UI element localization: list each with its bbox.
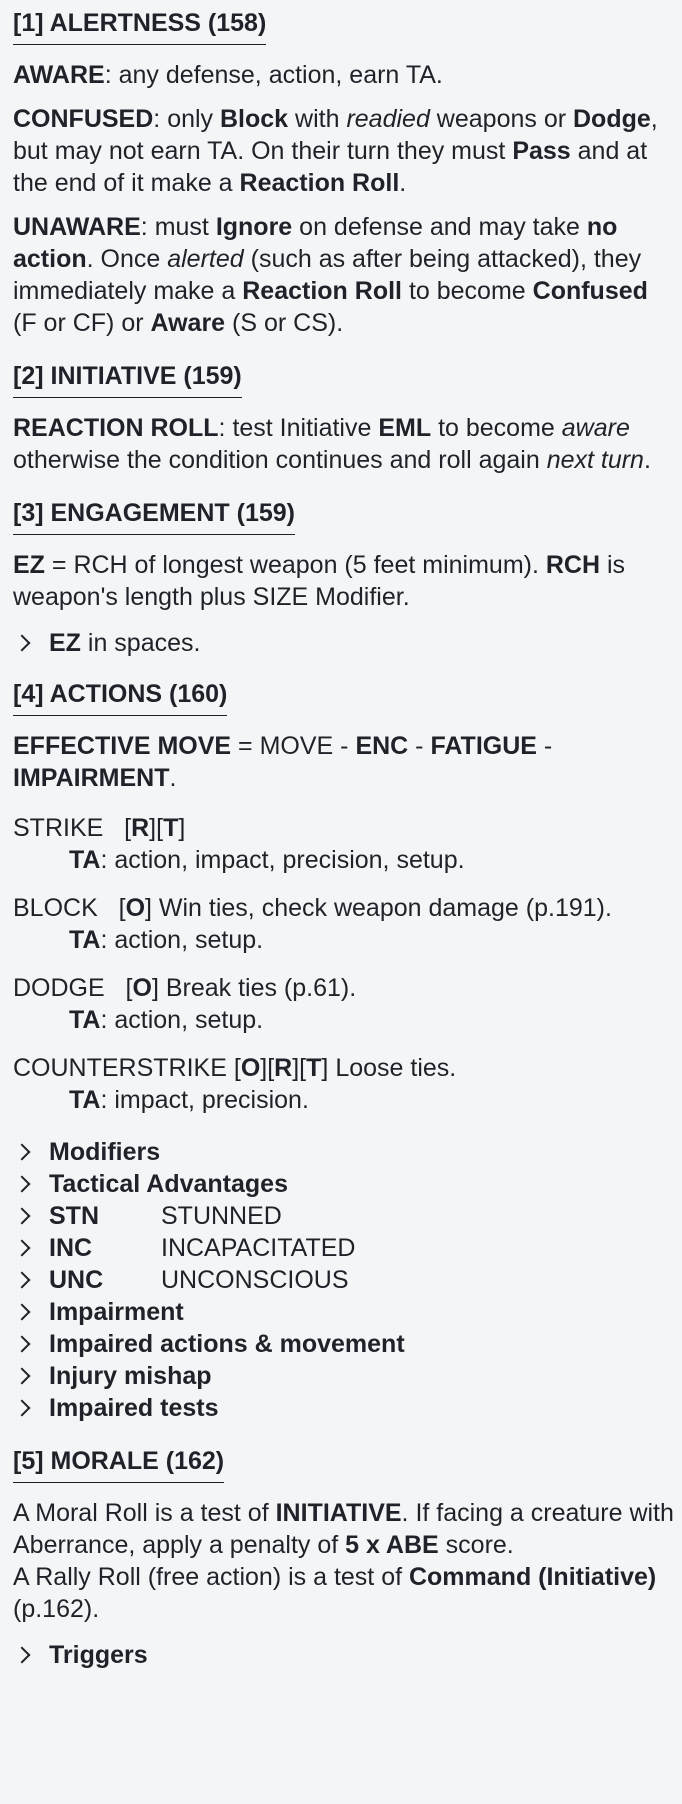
text: otherwise the condition continues and roll again: [13, 446, 547, 474]
initiative-heading: [2] INITIATIVE (159): [13, 353, 242, 398]
action-strike-ta: [13, 844, 678, 876]
engagement-heading: [3] ENGAGEMENT (159): [13, 490, 295, 535]
text: [: [97, 894, 126, 922]
text: . Once: [86, 245, 168, 273]
section-morale: [13, 1438, 678, 1483]
actions-heading: [4] ACTIONS (160): [13, 671, 227, 716]
text: .: [169, 764, 177, 792]
text: ] Loose ties.: [321, 1054, 457, 1082]
ez-term: EZ: [13, 551, 45, 579]
text: [: [103, 814, 132, 842]
collapsible-full: UNCONSCIOUS: [161, 1266, 349, 1294]
command-term: Command (Initiative): [408, 1563, 657, 1591]
section-alertness: [13, 0, 678, 45]
action-strike: [13, 812, 678, 876]
alertness-heading: [1] ALERTNESS (158): [13, 0, 266, 45]
collapsible-impairment[interactable]: [13, 1296, 678, 1328]
text: (p.162).: [13, 1595, 100, 1623]
collapsible-ez-in-spaces[interactable]: [13, 627, 678, 659]
text: ]: [178, 814, 186, 842]
o-tag: O: [240, 1054, 261, 1082]
readied-term: readied: [346, 105, 430, 133]
effective-move-paragraph: [13, 730, 678, 794]
collapsible-label: Impaired tests: [49, 1394, 219, 1422]
text: and at the end of it make a: [13, 137, 648, 197]
action-block-head: [13, 892, 678, 924]
eml-term: EML: [378, 414, 432, 442]
chevron-right-icon: [13, 1136, 35, 1168]
text: [: [104, 974, 133, 1002]
text: to become: [431, 414, 562, 442]
ez-paragraph: [13, 549, 678, 613]
text: = MOVE -: [231, 732, 356, 760]
collapsible-label: Impaired actions & movement: [49, 1330, 405, 1358]
text: (F or CF) or: [13, 309, 151, 337]
block-name: BLOCK: [13, 894, 98, 922]
text: .: [643, 446, 651, 474]
text: ][: [149, 814, 164, 842]
aware-term: Aware: [150, 309, 226, 337]
no-action-term: no action: [13, 213, 618, 273]
ta-term: TA: [69, 846, 101, 874]
enc-term: ENC: [355, 732, 409, 760]
ta-term: TA: [69, 1006, 101, 1034]
ta-term: TA: [69, 926, 101, 954]
confused-term: Confused: [532, 277, 648, 305]
o-tag: O: [125, 894, 146, 922]
action-block-ta: [13, 924, 678, 956]
action-block: [13, 892, 678, 956]
t-tag: T: [306, 1054, 322, 1082]
text: : action, impact, precision, setup.: [100, 846, 465, 874]
pass-term: Pass: [512, 137, 571, 165]
text: : impact, precision.: [100, 1086, 309, 1114]
collapsible-tactical-advantages[interactable]: [13, 1168, 678, 1200]
text: ] Break ties (p.61).: [151, 974, 357, 1002]
text: : only: [153, 105, 220, 133]
section-initiative: [13, 353, 678, 398]
ignore-term: Ignore: [215, 213, 293, 241]
counterstrike-name: COUNTERSTRIKE: [13, 1054, 227, 1082]
text: [: [226, 1054, 241, 1082]
text: to become: [402, 277, 533, 305]
chevron-right-icon: [13, 627, 35, 659]
reaction-roll-term: REACTION ROLL: [13, 414, 219, 442]
collapsible-modifiers[interactable]: [13, 1136, 678, 1168]
next-turn-term: next turn: [546, 446, 644, 474]
text: A Rally Roll (free action) is a test of: [13, 1563, 409, 1591]
text: , but may not earn TA. On their turn they must: [13, 105, 658, 165]
text: : action, setup.: [100, 1006, 264, 1034]
collapsible-impaired-tests[interactable]: [13, 1392, 678, 1424]
chevron-right-icon: [13, 1200, 35, 1232]
action-strike-head: [13, 812, 678, 844]
collapsible-impaired-actions[interactable]: [13, 1328, 678, 1360]
chevron-right-icon: [13, 1296, 35, 1328]
r-tag: R: [274, 1054, 293, 1082]
r-tag: R: [131, 814, 150, 842]
collapsible-label: Injury mishap: [49, 1362, 212, 1390]
rch-term: RCH: [545, 551, 601, 579]
reaction-roll-term: Reaction Roll: [239, 169, 400, 197]
chevron-right-icon: [13, 1328, 35, 1360]
morale-paragraph: [13, 1497, 678, 1625]
text: (S or CS).: [225, 309, 344, 337]
text: A Moral Roll is a test of: [13, 1499, 276, 1527]
action-counterstrike-ta: [13, 1084, 678, 1116]
fatigue-term: FATIGUE: [430, 732, 537, 760]
action-counterstrike-head: [13, 1052, 678, 1084]
ta-term: TA: [69, 1086, 101, 1114]
text: with: [288, 105, 347, 133]
text: score.: [438, 1531, 514, 1559]
text: .: [399, 169, 407, 197]
text: ][: [260, 1054, 275, 1082]
section-actions: [13, 671, 678, 716]
collapsible-abbr: STN: [49, 1202, 99, 1230]
morale-heading: [5] MORALE (162): [13, 1438, 224, 1483]
text: in spaces.: [80, 629, 201, 657]
confused-term: CONFUSED: [13, 105, 154, 133]
t-tag: T: [163, 814, 179, 842]
collapsible-stn[interactable]: [13, 1200, 678, 1232]
alerted-term: alerted: [167, 245, 244, 273]
text: : must: [140, 213, 216, 241]
initiative-term: INITIATIVE: [275, 1499, 402, 1527]
text: on defense and may take: [292, 213, 587, 241]
chevron-right-icon: [13, 1639, 35, 1671]
collapsible-full: INCAPACITATED: [161, 1234, 356, 1262]
reaction-roll-paragraph: [13, 412, 678, 476]
abe-term: 5 x ABE: [345, 1531, 439, 1559]
collapsible-unc[interactable]: [13, 1264, 678, 1296]
collapsible-full: STUNNED: [161, 1202, 282, 1230]
effective-move-term: EFFECTIVE MOVE: [13, 732, 232, 760]
chevron-right-icon: [13, 1168, 35, 1200]
collapsible-label: [49, 627, 200, 659]
text: is weapon's length plus SIZE Modifier.: [13, 551, 626, 611]
collapsible-abbr: INC: [49, 1234, 93, 1262]
text: -: [536, 732, 553, 760]
confused-paragraph: [13, 103, 678, 199]
text: : action, setup.: [100, 926, 264, 954]
text: -: [408, 732, 431, 760]
text: ] Win ties, check weapon damage (p.191).: [145, 894, 612, 922]
text: . If facing a creature with Aberrance, apply a penalty of: [13, 1499, 674, 1559]
aware-term: AWARE: [13, 61, 105, 89]
text: = RCH of longest weapon (5 feet minimum).: [44, 551, 546, 579]
collapsible-label: Modifiers: [49, 1138, 161, 1166]
section-engagement: [13, 490, 678, 535]
text: : test Initiative: [218, 414, 379, 442]
chevron-right-icon: [13, 1392, 35, 1424]
strike-name: STRIKE: [13, 814, 104, 842]
action-counterstrike: [13, 1052, 678, 1116]
action-dodge-head: [13, 972, 678, 1004]
collapsible-abbr: UNC: [49, 1266, 104, 1294]
rules-reference: [13, 0, 678, 1671]
collapsible-label: Impairment: [49, 1298, 184, 1326]
collapsible-inc[interactable]: [13, 1232, 678, 1264]
dodge-name: DODGE: [13, 974, 105, 1002]
unaware-paragraph: [13, 211, 678, 339]
action-dodge-ta: [13, 1004, 678, 1036]
collapsible-label: Tactical Advantages: [49, 1170, 288, 1198]
ez-term: EZ: [49, 629, 81, 657]
text: (such as after being attacked), they immediately make a: [13, 245, 642, 305]
unaware-term: UNAWARE: [13, 213, 141, 241]
text: weapons or: [429, 105, 573, 133]
collapsible-triggers[interactable]: [13, 1639, 678, 1671]
chevron-right-icon: [13, 1264, 35, 1296]
impairment-term: IMPAIRMENT: [13, 764, 170, 792]
dodge-term: Dodge: [573, 105, 651, 133]
action-dodge: [13, 972, 678, 1036]
text: ][: [292, 1054, 307, 1082]
chevron-right-icon: [13, 1232, 35, 1264]
chevron-right-icon: [13, 1360, 35, 1392]
block-term: Block: [220, 105, 289, 133]
o-tag: O: [132, 974, 152, 1002]
collapsible-label: Triggers: [49, 1641, 148, 1669]
aware-text: : any defense, action, earn TA.: [104, 61, 443, 89]
reaction-roll-term: Reaction Roll: [242, 277, 402, 305]
actions-collapsibles: [13, 1136, 678, 1424]
collapsible-injury-mishap[interactable]: [13, 1360, 678, 1392]
aware-term: aware: [561, 414, 630, 442]
aware-paragraph: [13, 59, 678, 91]
